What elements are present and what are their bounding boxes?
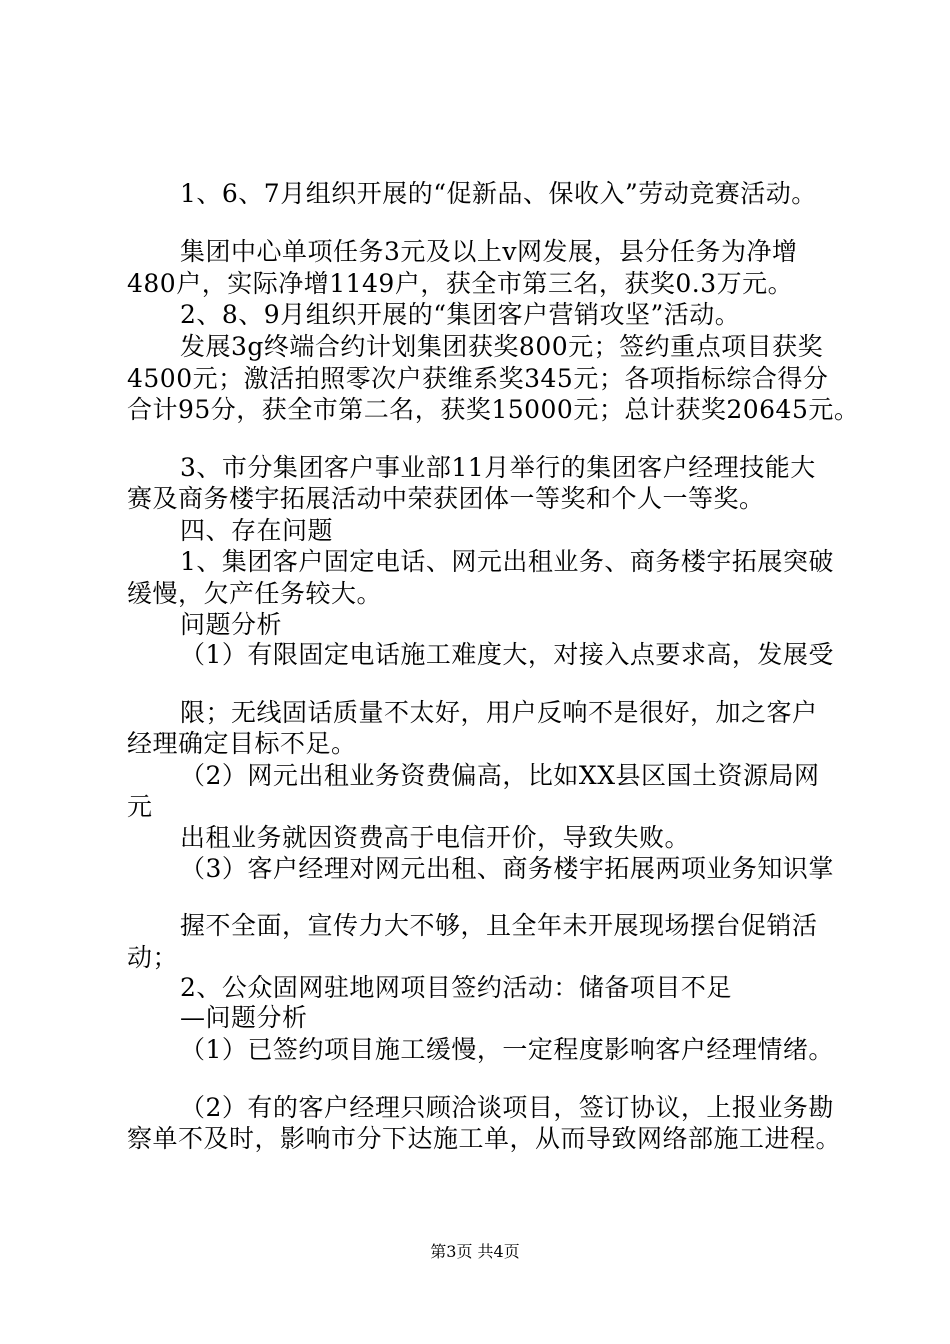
subheading: 问题分析 bbox=[180, 610, 283, 639]
paragraph-line: （1）有限固定电话施工难度大，对接入点要求高，发展受 bbox=[180, 640, 834, 669]
paragraph-line: 3、市分集团客户事业部11月举行的集团客户经理技能大 bbox=[180, 453, 816, 482]
paragraph-line: 经理确定目标不足。 bbox=[127, 729, 357, 758]
paragraph-line: 集团中心单项任务3元及以上v网发展，县分任务为净增 bbox=[180, 237, 798, 266]
paragraph-line: 赛及商务楼宇拓展活动中荣获团体一等奖和个人一等奖。 bbox=[127, 484, 765, 513]
paragraph-line: 动； bbox=[127, 943, 179, 972]
paragraph-line: 合计95分，获全市第二名，获奖15000元；总计获奖20645元。 bbox=[127, 395, 860, 424]
page-number-footer: 第3页 共4页 bbox=[430, 1242, 520, 1261]
paragraph-line: 限；无线固话质量不太好，用户反响不是很好，加之客户 bbox=[180, 698, 818, 727]
paragraph-line: 察单不及时，影响市分下达施工单，从而导致网络部施工进程。 bbox=[127, 1124, 842, 1153]
paragraph-line: 2、公众固网驻地网项目签约活动：储备项目不足 bbox=[180, 973, 732, 1002]
section-heading: 四、存在问题 bbox=[180, 516, 334, 545]
paragraph-line: 缓慢，欠产任务较大。 bbox=[127, 579, 383, 608]
paragraph-line: 1、6、7月组织开展的“促新品、保收入”劳动竞赛活动。 bbox=[180, 179, 817, 208]
paragraph-line: 480户，实际净增1149户，获全市第三名，获奖0.3万元。 bbox=[127, 269, 794, 298]
subheading: —问题分析 bbox=[180, 1003, 308, 1032]
paragraph-line: （2）有的客户经理只顾洽谈项目，签订协议，上报业务勘 bbox=[180, 1093, 834, 1122]
paragraph-line: 发展3g终端合约计划集团获奖800元；签约重点项目获奖 bbox=[180, 332, 824, 361]
paragraph-line: 4500元；激活拍照零次户获维系奖345元；各项指标综合得分 bbox=[127, 364, 829, 393]
paragraph-line: 2、8、9月组织开展的“集团客户营销攻坚”活动。 bbox=[180, 300, 741, 329]
paragraph-line: （1）已签约项目施工缓慢，一定程度影响客户经理情绪。 bbox=[180, 1035, 834, 1064]
paragraph-line: （2）网元出租业务资费偏高，比如XX县区国土资源局网 bbox=[180, 761, 820, 790]
paragraph-line: 元 bbox=[127, 792, 153, 821]
paragraph-line: （3）客户经理对网元出租、商务楼宇拓展两项业务知识掌 bbox=[180, 854, 834, 883]
paragraph-line: 出租业务就因资费高于电信开价，导致失败。 bbox=[180, 823, 691, 852]
paragraph-line: 1、集团客户固定电话、网元出租业务、商务楼宇拓展突破 bbox=[180, 547, 834, 576]
paragraph-line: 握不全面，宣传力大不够，且全年未开展现场摆台促销活 bbox=[180, 911, 818, 940]
